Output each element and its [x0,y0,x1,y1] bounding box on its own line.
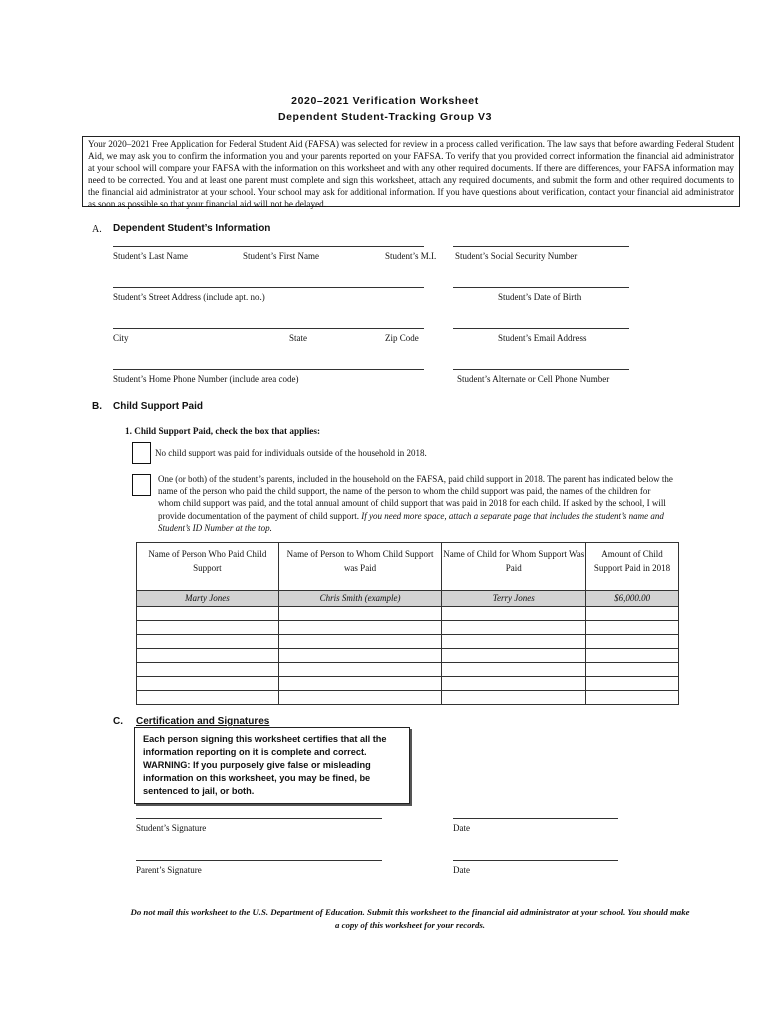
alt-phone-field-line[interactable] [453,369,629,370]
student-signature-line[interactable] [136,818,382,819]
table-cell[interactable] [137,649,279,663]
col-header-amount: Amount of Child Support Paid in 2018 [586,543,679,591]
table-cell[interactable] [586,635,679,649]
section-c-heading-text: Certification and Signatures [136,716,270,727]
child-support-question: 1. Child Support Paid, check the box that applies: [125,426,321,436]
intro-text: Your 2020–2021 Free Application for Federal Student Aid (FAFSA) was selected for review in a process called verification. The law says that before awarding Federal Student Aid, we may ask you to confirm the information you and your parents reported on your FAFSA. To verify that you provided correct information the financial aid administrator at your school will compare your FAFSA with the information on this worksheet and with any other required documents. If there are differences, your FAFSA information may need to be corrected. You and at least one parent must complete and sign this worksheet, attach any required documents, and submit the form and other required documents to the financial aid administrator at your school. Your school may ask for additional information. If you have questions about verification, contact your financial aid administrator as soon as possible so that your financial aid will not be delayed. [88,139,734,209]
table-cell[interactable] [137,607,279,621]
table-cell[interactable] [442,663,586,677]
first-name-label: Student’s First Name [243,251,319,261]
city-label: City [113,333,129,343]
table-row [137,635,679,649]
col-header-recipient: Name of Person to Whom Child Support was Paid [278,543,442,591]
table-header-row [137,543,679,591]
table-cell[interactable] [586,607,679,621]
parent-date-line[interactable] [453,860,618,861]
section-a-letter: A. [92,224,102,235]
table-cell[interactable] [137,621,279,635]
state-label: State [289,333,307,343]
table-cell[interactable] [278,677,442,691]
mi-label: Student’s M.I. [385,251,437,261]
option-child-support-paid-text [158,473,674,534]
table-cell[interactable] [586,691,679,705]
email-label: Student’s Email Address [498,333,587,343]
certification-warning-box: Each person signing this worksheet certifies that all the information reporting on it is complete and correct. WARNING: If you purposely give false or misleading information on this worksheet, you may be fined, be sentenced to jail, or both. [134,727,410,804]
table-cell[interactable] [442,691,586,705]
student-date-label: Date [453,823,470,833]
child-support-table [136,542,679,705]
table-cell[interactable] [137,635,279,649]
city-state-zip-field-line[interactable] [113,328,424,329]
section-a-heading: Dependent Student’s Information [113,223,271,234]
dob-label: Student’s Date of Birth [498,292,582,302]
table-cell[interactable] [278,663,442,677]
ssn-field-line[interactable] [453,246,629,247]
table-example-row [137,591,679,607]
page-subtitle: Dependent Student-Tracking Group V3 [277,111,493,123]
table-cell[interactable] [278,691,442,705]
col-header-child: Name of Child for Whom Support Was Paid [442,543,586,591]
option-child-support-paid-note: If you need more space, attach a separate page that includes the student’s name and Student’s ID Number at the top. [158,510,664,533]
parent-signature-label: Parent’s Signature [136,865,202,875]
table-cell[interactable] [278,635,442,649]
table-cell[interactable] [278,607,442,621]
option-no-child-support-text: No child support was paid for individuals outside of the household in 2018. [155,448,427,458]
table-cell[interactable] [586,677,679,691]
table-row [137,649,679,663]
parent-signature-line[interactable] [136,860,382,861]
home-phone-label: Student’s Home Phone Number (include area code) [113,374,299,384]
section-b-letter: B. [92,401,102,412]
table-row [137,663,679,677]
student-date-line[interactable] [453,818,618,819]
zip-label: Zip Code [385,333,419,343]
child-support-paid-checkbox[interactable] [132,474,151,496]
table-cell[interactable] [137,691,279,705]
table-cell[interactable] [442,635,586,649]
table-row [137,607,679,621]
street-address-label: Student’s Street Address (include apt. no.) [113,292,265,302]
no-child-support-checkbox[interactable] [132,442,151,464]
section-c-letter: C. [113,716,123,727]
table-cell[interactable] [586,649,679,663]
table-cell[interactable] [586,621,679,635]
section-b-heading: Child Support Paid [113,401,203,412]
table-row [137,677,679,691]
example-payer: Marty Jones [137,591,279,607]
alt-phone-label: Student’s Alternate or Cell Phone Number [457,374,610,384]
home-phone-field-line[interactable] [113,369,424,370]
street-address-field-line[interactable] [113,287,424,288]
page-title: 2020–2021 Verification Worksheet [291,95,479,107]
example-recipient: Chris Smith (example) [278,591,442,607]
table-row [137,691,679,705]
table-cell[interactable] [442,621,586,635]
email-field-line[interactable] [453,328,629,329]
last-name-label: Student’s Last Name [113,251,188,261]
section-c-heading [136,716,269,727]
example-amount: $6,000.00 [586,591,679,607]
table-cell[interactable] [278,621,442,635]
table-cell[interactable] [442,607,586,621]
table-cell[interactable] [137,663,279,677]
dob-field-line[interactable] [453,287,629,288]
table-cell[interactable] [278,649,442,663]
col-header-payer: Name of Person Who Paid Child Support [137,543,279,591]
intro-notice-box [82,136,740,207]
table-cell[interactable] [442,649,586,663]
footer-instructions: Do not mail this worksheet to the U.S. Department of Education. Submit this worksheet to the financial aid administrator at your school. You should make a copy of this worksheet for your records. [130,907,690,930]
table-row [137,621,679,635]
table-cell[interactable] [137,677,279,691]
table-cell[interactable] [442,677,586,691]
student-name-field-line[interactable] [113,246,424,247]
example-child: Terry Jones [442,591,586,607]
student-signature-label: Student’s Signature [136,823,207,833]
ssn-label: Student’s Social Security Number [455,251,578,261]
table-cell[interactable] [586,663,679,677]
option-child-support-paid-body: One (or both) of the student’s parents, included in the household on the FAFSA, paid child support in 2018. The parent has indicated below the name of the person who paid the child support, the name of the person to whom the child support was paid, the names of the children for whom child support was paid, and the total annual amount of child support that was paid in 2018 for each child. If asked by the school, I will provide documentation of the payment of child support. [158,474,673,521]
parent-date-label: Date [453,865,470,875]
